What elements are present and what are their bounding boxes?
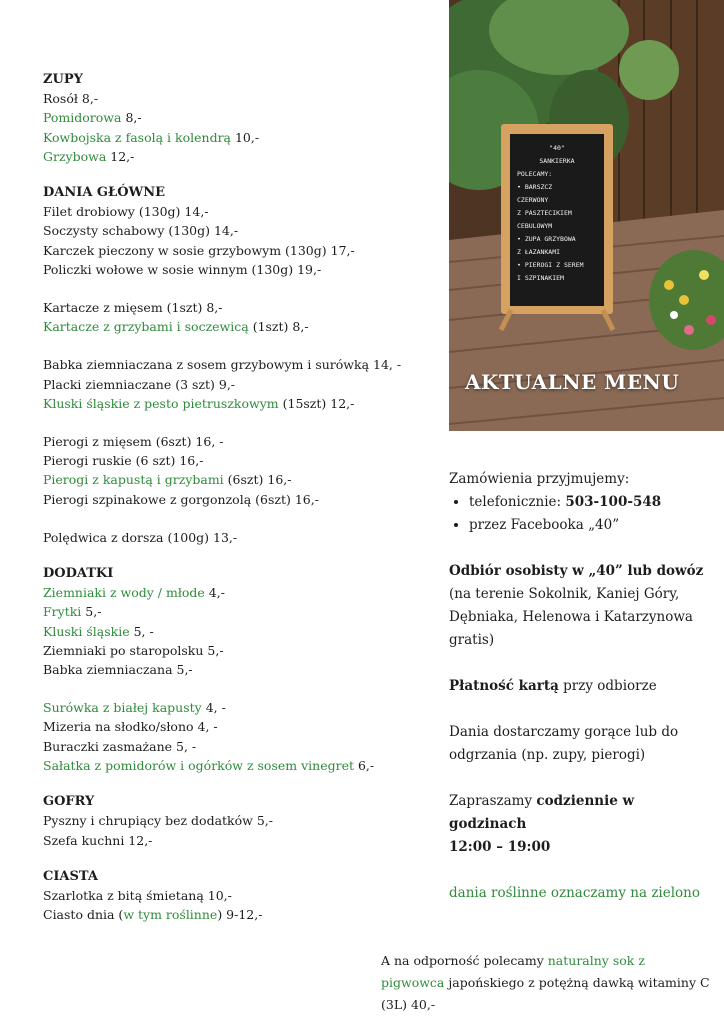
order-phone: • telefonicznie: 503-100-548 [469, 491, 714, 514]
info-panel [449, 468, 714, 905]
order-facebook: • przez Facebooka „40” [469, 514, 714, 537]
section-heading: DANIA GŁÓWNE [43, 185, 165, 201]
menu-item: Policzki wołowe w sosie winnym (130g) 19,- [43, 261, 322, 277]
menu-item: Pierogi szpinakowe z gorgonzolą (6szt) 16,- [43, 491, 319, 507]
menu-item: Mizeria na słodko/słono 4, - [43, 719, 218, 735]
board-line: • ZUPA GRZYBOWA [517, 235, 576, 243]
hours-info: Zapraszamy codziennie w godzinach [449, 793, 635, 832]
menu-item: Pierogi z mięsem (6szt) 16, - [43, 434, 224, 450]
board-line: POLECAMY: [517, 170, 553, 178]
menu-item: Babka ziemniaczana z sosem grzybowym i surówką 14, - [43, 357, 402, 373]
menu-item: Frytki 5,- [43, 604, 102, 620]
menu-item: Sałatka z pomidorów i ogórków z sosem vinegret 6,- [43, 757, 375, 773]
section-heading: GOFRY [43, 794, 95, 810]
menu-item: Polędwica z dorsza (100g) 13,- [43, 529, 238, 545]
menu-item: Kluski śląskie z pesto pietruszkowym (15szt) 12,- [43, 395, 355, 411]
menu-item: Szarlotka z bitą śmietaną 10,- [43, 887, 232, 903]
menu-item: Rosół 8,- [43, 91, 99, 107]
section-heading: ZUPY [43, 72, 83, 87]
menu-item: Karczek pieczony w sosie grzybowym (130g) 17,- [43, 242, 355, 258]
menu-item: Kowbojska z fasolą i kolendrą 10,- [43, 129, 260, 145]
menu-item: Pierogi z kapustą i grzybami (6szt) 16,- [43, 472, 292, 488]
board-line: Z ŁAZANKAMI [517, 248, 561, 256]
menu-item: Szefa kuchni 12,- [43, 832, 153, 848]
pickup-details: (na terenie Sokolnik, Kaniej Góry, Dębniaka, Helenowa i Katarzynowa gratis) [449, 586, 693, 648]
menu-item: Kartacze z grzybami i soczewicą (1szt) 8,- [43, 319, 309, 335]
menu-item: Kluski śląskie 5, - [43, 623, 154, 639]
board-line: • BARSZCZ [517, 183, 553, 191]
menu-item: Surówka z białej kapusty 4, - [43, 700, 226, 716]
menu-item: Grzybowa 12,- [43, 148, 135, 164]
menu-item: Filet drobiowy (130g) 14,- [43, 204, 209, 220]
menu-list [43, 70, 438, 924]
menu-item: Pomidorowa 8,- [43, 110, 142, 126]
photo-title: AKTUALNE MENU [465, 370, 680, 394]
menu-item: Kartacze z mięsem (1szt) 8,- [43, 300, 223, 316]
board-line: Z PASZTECIKIEM [517, 209, 572, 217]
board-line: I SZPINAKIEM [517, 274, 564, 282]
board-line: • PIEROGI Z SEREM [517, 261, 584, 269]
juice-note: A na odporność polecamy naturalny sok z pigwowca japońskiego z potężną dawką witaminy C (3L) 40,- [381, 953, 710, 1012]
menu-item: Pierogi ruskie (6 szt) 16,- [43, 453, 204, 469]
menu-item: Pyszny i chrupiący bez dodatków 5,- [43, 813, 273, 829]
section-heading: CIASTA [43, 868, 98, 884]
menu-item: Babka ziemniaczana 5,- [43, 662, 193, 678]
menu-item: Soczysty schabowy (130g) 14,- [43, 223, 239, 239]
orders-list [449, 491, 714, 537]
menu-item: Ciasto dnia (w tym roślinne) 9-12,- [43, 907, 263, 923]
hours-time: 12:00 – 19:00 [449, 839, 551, 855]
menu-item: Buraczki zasmażane 5, - [43, 738, 197, 754]
menu-item: Ziemniaki po staropolsku 5,- [43, 642, 224, 658]
menu-item: Ziemniaki z wody / młode 4,- [43, 585, 225, 601]
payment-info: Płatność kartą przy odbiorze [449, 678, 657, 694]
delivery-info: Dania dostarczamy gorące lub do odgrzania (np. zupy, pierogi) [449, 724, 679, 763]
board-line: SANKIERKA [539, 157, 575, 165]
menu-item: Placki ziemniaczane (3 szt) 9,- [43, 376, 236, 392]
phone-number[interactable]: 503-100-548 [565, 494, 662, 510]
board-line: CEBULOWYM [517, 222, 553, 230]
board-line: CZERWONY [517, 196, 549, 204]
photo-illustration [449, 0, 724, 431]
hero-photo [449, 0, 724, 431]
vegan-note: dania roślinne oznaczamy na zielono [449, 885, 701, 901]
section-heading: DODATKI [43, 566, 114, 582]
orders-intro: Zamówienia przyjmujemy: [449, 471, 630, 487]
board-line: "40" [549, 144, 565, 152]
pickup-heading: Odbiór osobisty w „40” lub dowóz [449, 563, 704, 579]
